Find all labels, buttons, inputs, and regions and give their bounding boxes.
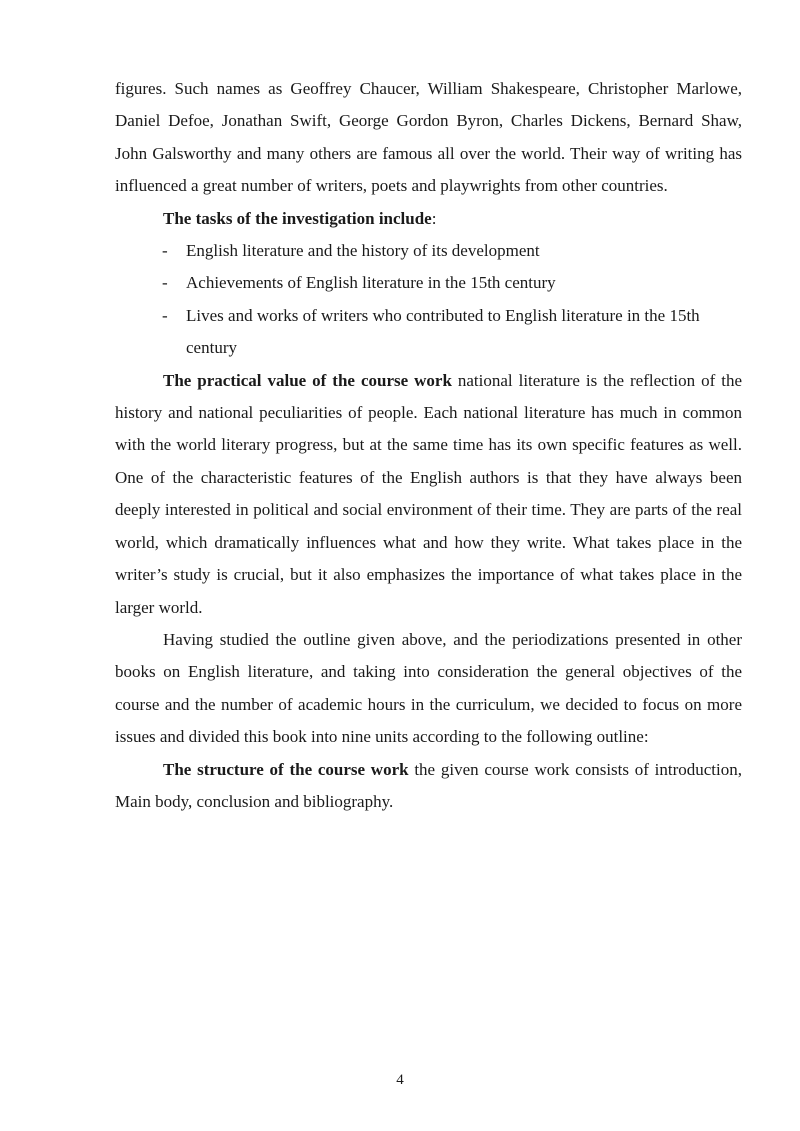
practical-value-heading: The practical value of the course work xyxy=(163,370,452,390)
list-item xyxy=(115,267,742,299)
list-item-text: Lives and works of writers who contributed to English literature in the 15th century xyxy=(186,305,700,358)
list-bullet: - xyxy=(162,305,168,325)
list-bullet: - xyxy=(162,241,168,261)
list-item xyxy=(115,300,742,365)
practical-value-body: national literature is the reflection of the history and national peculiarities of people. Each national literature has much in common with the world literary progress, but at the same time has its own specific features as well. One of the characteristic features of the English authors is that they have always been deeply interested in political and social environment of their time. They are parts of the real world, which dramatically influences what and how they write. What takes place in the writer’s study is crucial, but it also emphasizes the importance of what takes place in the larger world. xyxy=(115,370,742,617)
structure-paragraph xyxy=(115,754,742,819)
tasks-list xyxy=(115,235,742,365)
list-bullet: - xyxy=(162,273,168,293)
list-item xyxy=(115,235,742,267)
list-item-text: Achievements of English literature in the 15th century xyxy=(186,273,556,293)
structure-body: the given course work consists of introduction, Main body, conclusion and bibliography. xyxy=(115,759,742,811)
tasks-heading-punct: : xyxy=(431,208,437,228)
practical-value-paragraph xyxy=(115,365,742,624)
intro-continuation-paragraph: figures. Such names as Geoffrey Chaucer, William Shakespeare, Christopher Marlowe, Daniel Defoe, Jonathan Swift, George Gordon Byron, Charles Dickens, Bernard Shaw, John Galsworthy and many others are famous all over the world. Their way of writing has influenced a great number of writers, poets and playwrights from other countries. xyxy=(115,79,742,196)
tasks-heading: The tasks of the investigation include xyxy=(163,208,432,228)
structure-heading: The structure of the course work xyxy=(163,759,409,779)
list-item-text: English literature and the history of its development xyxy=(186,241,540,261)
document-page xyxy=(115,73,742,818)
tasks-heading-line xyxy=(115,203,742,235)
page-number: 4 xyxy=(396,1072,404,1088)
outline-paragraph: Having studied the outline given above, and the periodizations presented in other books on English literature, and taking into consideration the general objectives of the course and the number of academic hours in the curriculum, we decided to focus on more issues and divided this book into nine units according to the following outline: xyxy=(115,629,742,747)
